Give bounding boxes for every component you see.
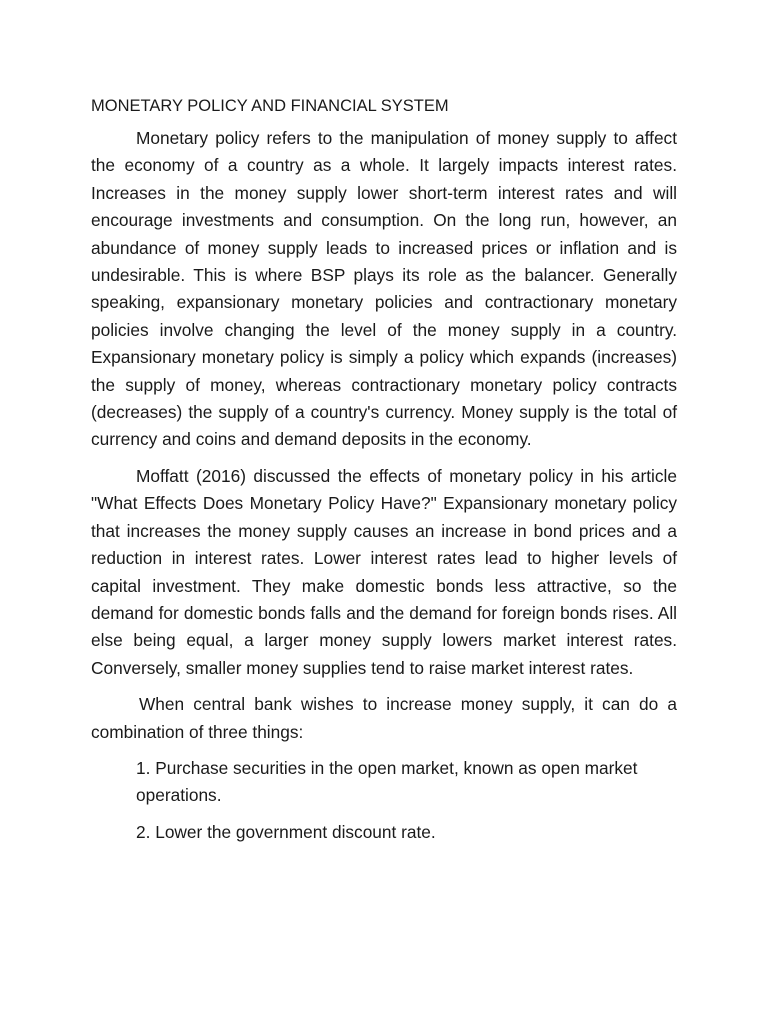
document-page (91, 95, 677, 855)
measures-list (91, 755, 677, 846)
paragraph-central-bank: When central bank wishes to increase money supply, it can do a combination of three things: (91, 694, 677, 742)
list-item: 1. Purchase securities in the open market, known as open market operations. (136, 757, 638, 806)
paragraph-moffatt: Moffatt (2016) discussed the effects of monetary policy in his article "What Effects Does Monetary Policy Have?" Expansionary monetary policy that increases the money supply causes an increase in bond prices and a reduction in interest rates. Lower interest rates lead to higher levels of capital investment. They make domestic bonds less attractive, so the demand for domestic bonds falls and the demand for foreign bonds rises. All else being equal, a larger money supply lowers market interest rates. Conversely, smaller money supplies tend to raise market interest rates. (91, 465, 677, 678)
document-title: MONETARY POLICY AND FINANCIAL SYSTEM (91, 97, 449, 115)
paragraph-monetary-policy: Monetary policy refers to the manipulation of money supply to affect the economy of a country as a whole. It largely impacts interest rates. Increases in the money supply lower short-term interest rates and will encourage investments and consumption. On the long run, however, an abundance of money supply leads to increased prices or inflation and is undesirable. This is where BSP plays its role as the balancer. Generally speaking, expansionary monetary policies and contractionary monetary policies involve changing the level of the money supply in a country. Expansionary monetary policy is simply a policy which expands (increases) the supply of money, whereas contractionary monetary policy contracts (decreases) the supply of a country's currency. Money supply is the total of currency and coins and demand deposits in the economy. (91, 128, 677, 450)
list-item: 2. Lower the government discount rate. (136, 821, 436, 842)
